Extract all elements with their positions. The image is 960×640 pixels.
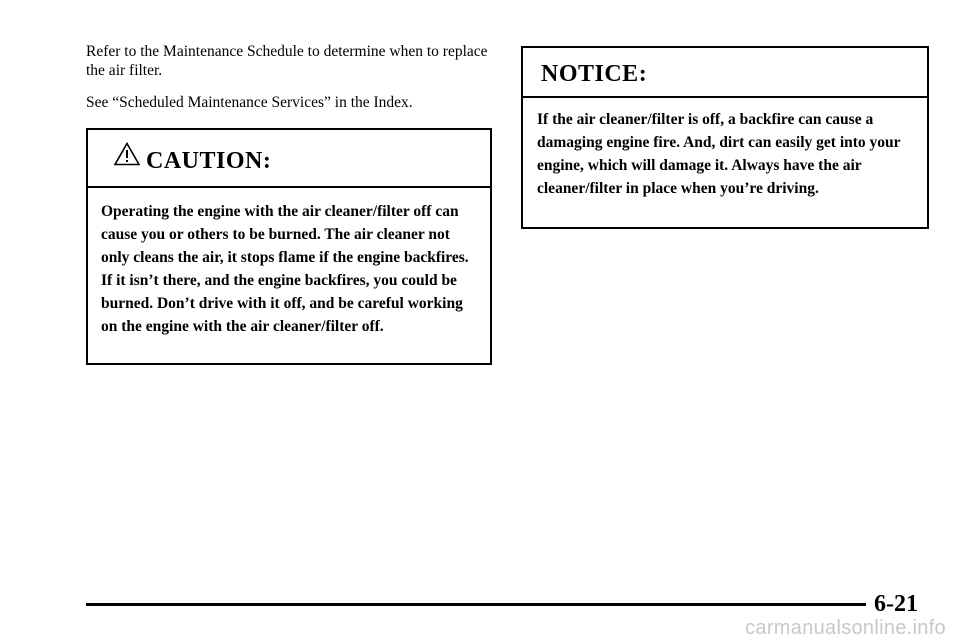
- caution-title: CAUTION:: [146, 148, 272, 174]
- watermark: carmanualsonline.info: [745, 617, 946, 639]
- caution-box: [86, 128, 492, 365]
- warning-triangle-icon: [114, 142, 140, 166]
- footer-divider: [86, 603, 866, 606]
- intro-paragraph-1: Refer to the Maintenance Schedule to determine when to replace the air filter.: [86, 43, 488, 79]
- caution-header: [88, 130, 490, 188]
- notice-title: NOTICE:: [541, 61, 648, 87]
- intro-text: [86, 42, 496, 125]
- page-number: 6-21: [874, 591, 918, 617]
- notice-body: If the air cleaner/filter is off, a backfire can cause a damaging engine fire. And, dirt can easily get into your engine, which will damage it. Always have the air cleaner/filter in place when you’re driving.: [537, 111, 901, 197]
- notice-box: [521, 46, 929, 229]
- notice-header: [523, 48, 927, 98]
- intro-paragraph-2: See “Scheduled Maintenance Services” in the Index.: [86, 94, 413, 111]
- caution-body: Operating the engine with the air cleaner/filter off can cause you or others to be burned. The air cleaner not only cleans the air, it stops flame if the engine backfires. If it isn’t there, and the engine backfires, you could be burned. Don’t drive with it off, and be careful working on the engine with the air cleaner/filter off.: [101, 203, 469, 335]
